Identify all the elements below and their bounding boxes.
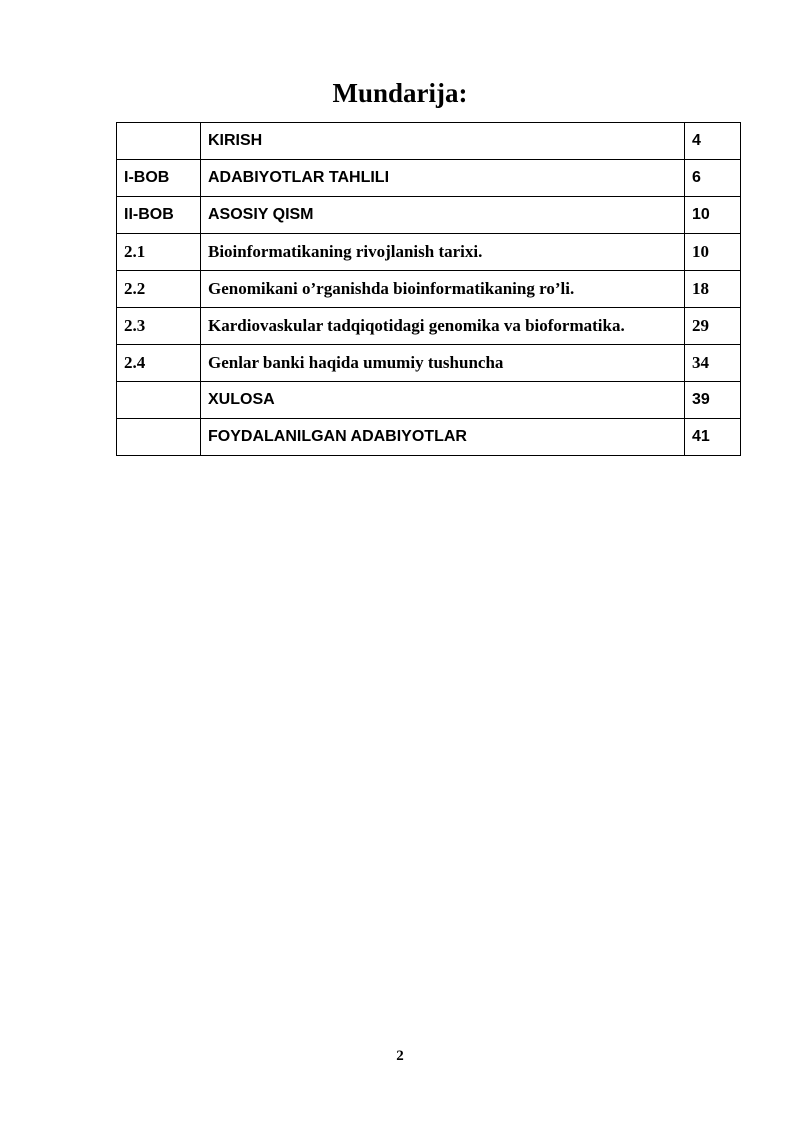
table-of-contents xyxy=(116,122,741,456)
toc-page-number: 4 xyxy=(685,123,741,160)
toc-section-number xyxy=(117,123,201,160)
toc-row xyxy=(117,234,741,271)
page-title: Mundarija: xyxy=(332,78,468,108)
toc-section-number: I-BOB xyxy=(117,160,201,197)
toc-page-number: 18 xyxy=(685,271,741,308)
toc-page-number: 10 xyxy=(685,197,741,234)
page-number: 2 xyxy=(396,1048,404,1064)
toc-page-number: 34 xyxy=(685,345,741,382)
toc-heading: ADABIYOTLAR TAHLILI xyxy=(201,160,685,197)
toc-page-number: 10 xyxy=(685,234,741,271)
toc-row xyxy=(117,345,741,382)
toc-section-number: 2.3 xyxy=(117,308,201,345)
toc-row xyxy=(117,382,741,419)
toc-section-number: 2.1 xyxy=(117,234,201,271)
toc-heading: Kardiovaskular tadqiqotidagi genomika va bioformatika. xyxy=(201,308,685,345)
toc-heading: XULOSA xyxy=(201,382,685,419)
toc-section-number xyxy=(117,382,201,419)
toc-page-number: 29 xyxy=(685,308,741,345)
toc-heading: ASOSIY QISM xyxy=(201,197,685,234)
toc-section-number: 2.4 xyxy=(117,345,201,382)
toc-row xyxy=(117,197,741,234)
toc-heading: KIRISH xyxy=(201,123,685,160)
toc-row xyxy=(117,123,741,160)
toc-row xyxy=(117,419,741,456)
toc-heading: FOYDALANILGAN ADABIYOTLAR xyxy=(201,419,685,456)
toc-heading: Genomikani o’rganishda bioinformatikaning ro’li. xyxy=(201,271,685,308)
toc-section-number: 2.2 xyxy=(117,271,201,308)
toc-section-number: II-BOB xyxy=(117,197,201,234)
toc-page-number: 39 xyxy=(685,382,741,419)
toc-page-number: 41 xyxy=(685,419,741,456)
toc-row xyxy=(117,308,741,345)
toc-page-number: 6 xyxy=(685,160,741,197)
toc-heading: Genlar banki haqida umumiy tushuncha xyxy=(201,345,685,382)
toc-heading: Bioinformatikaning rivojlanish tarixi. xyxy=(201,234,685,271)
toc-row xyxy=(117,271,741,308)
toc-row xyxy=(117,160,741,197)
toc-section-number xyxy=(117,419,201,456)
